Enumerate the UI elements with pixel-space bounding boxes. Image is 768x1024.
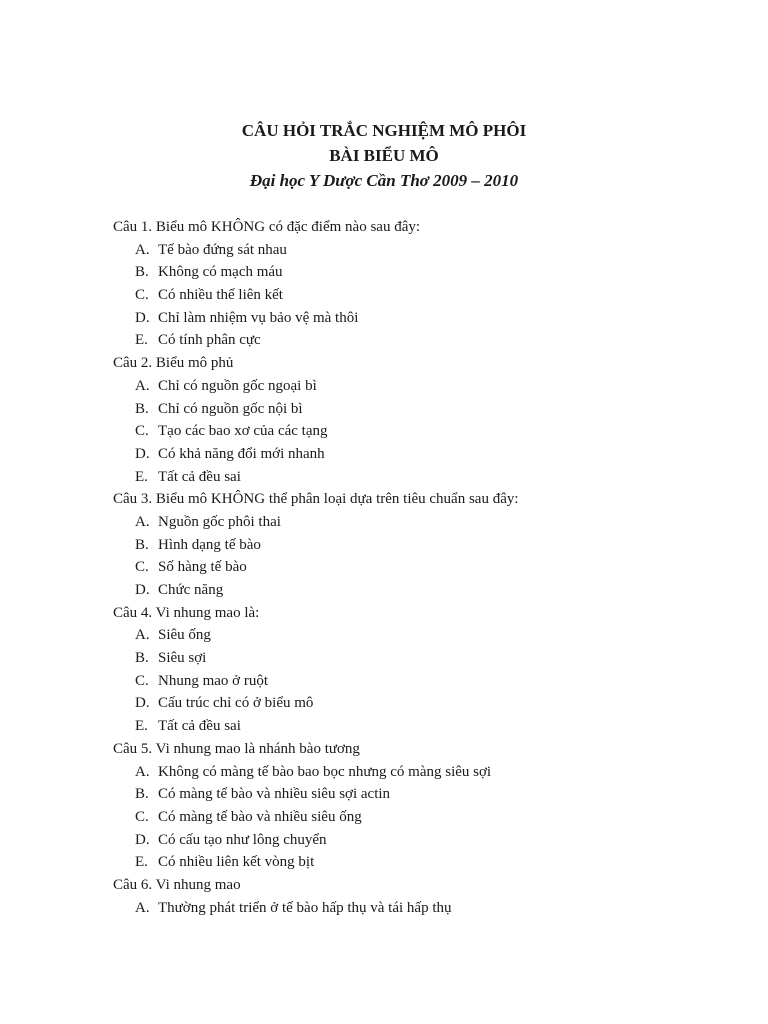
answer-option (113, 239, 733, 262)
answer-option (113, 715, 733, 738)
option-letter: B. (135, 650, 149, 667)
option-letter: E. (135, 718, 148, 735)
answer-options (113, 375, 733, 488)
option-text: Không có mạch máu (158, 264, 283, 281)
option-text: Tế bào đứng sát nhau (158, 241, 287, 258)
school-year: Đại học Y Dược Cần Thơ 2009 – 2010 (249, 171, 519, 190)
answer-options (113, 761, 733, 874)
option-letter: A. (135, 241, 150, 258)
answer-option (113, 466, 733, 489)
question-text: Câu 1. Biểu mô KHÔNG có đặc điểm nào sau đây: (113, 219, 421, 235)
option-text: Tất cả đều sai (158, 718, 241, 735)
option-letter: A. (135, 513, 150, 530)
option-letter: D. (135, 831, 150, 848)
answer-option (113, 398, 733, 421)
option-letter: B. (135, 536, 149, 553)
answer-option (113, 647, 733, 670)
answer-option (113, 783, 733, 806)
answer-option (113, 511, 733, 534)
question-item (113, 874, 733, 919)
answer-option (113, 534, 733, 557)
answer-option (113, 329, 733, 352)
answer-option (113, 829, 733, 852)
answer-options (113, 239, 733, 352)
option-text: Số hàng tế bào (158, 559, 247, 576)
option-text: Siêu sợi (158, 650, 207, 667)
answer-option (113, 761, 733, 784)
option-letter: C. (135, 423, 149, 440)
option-letter: B. (135, 400, 149, 417)
answer-option (113, 261, 733, 284)
answer-option (113, 624, 733, 647)
option-letter: E. (135, 854, 148, 871)
option-text: Nhung mao ở ruột (158, 672, 269, 689)
option-text: Tất cả đều sai (158, 468, 241, 485)
answer-option (113, 556, 733, 579)
answer-option (113, 851, 733, 874)
question-item (113, 602, 733, 738)
option-letter: D. (135, 445, 150, 462)
option-letter: C. (135, 808, 149, 825)
question-item (113, 738, 733, 874)
option-letter: C. (135, 672, 149, 689)
option-letter: A. (135, 377, 150, 394)
option-text: Có màng tế bào và nhiều siêu sợi actin (158, 786, 391, 803)
answer-options (113, 897, 733, 920)
answer-option (113, 806, 733, 829)
question-item (113, 488, 733, 601)
document-subtitle: BÀI BIỂU MÔ (329, 146, 439, 165)
option-text: Có tính phân cực (158, 332, 261, 349)
question-text: Câu 4. Vi nhung mao là: (113, 604, 260, 621)
option-letter: E. (135, 332, 148, 349)
option-text: Không có màng tế bào bao bọc nhưng có màng siêu sợi (158, 763, 492, 780)
document-header (0, 118, 768, 193)
option-text: Tạo các bao xơ của các tạng (158, 423, 328, 440)
option-letter: C. (135, 287, 149, 304)
option-letter: B. (135, 786, 149, 803)
answer-option (113, 443, 733, 466)
option-text: Siêu ống (158, 627, 211, 644)
document-title: CÂU HỎI TRẮC NGHIỆM MÔ PHÔI (241, 121, 527, 140)
question-list (113, 216, 733, 919)
option-text: Chỉ làm nhiệm vụ bảo vệ mà thôi (158, 309, 359, 326)
answer-option (113, 375, 733, 398)
answer-option (113, 692, 733, 715)
answer-option (113, 420, 733, 443)
answer-option (113, 284, 733, 307)
option-letter: A. (135, 627, 150, 644)
option-letter: A. (135, 763, 150, 780)
answer-option (113, 579, 733, 602)
question-item (113, 352, 733, 488)
option-text: Chỉ có nguồn gốc nội bì (158, 400, 303, 417)
answer-option (113, 897, 733, 920)
option-letter: C. (135, 559, 149, 576)
option-letter: A. (135, 899, 150, 916)
option-letter: B. (135, 264, 149, 281)
option-letter: D. (135, 582, 150, 598)
question-text: Câu 6. Vi nhung mao (113, 876, 241, 893)
option-letter: D. (135, 309, 150, 326)
answer-option (113, 670, 733, 693)
question-text: Câu 5. Vi nhung mao là nhánh bào tương (113, 740, 360, 757)
answer-option (113, 307, 733, 330)
option-text: Chức năng (158, 582, 224, 598)
question-item (113, 216, 733, 352)
option-letter: E. (135, 468, 148, 485)
option-text: Hình dạng tế bào (158, 536, 261, 553)
option-text: Chỉ có nguồn gốc ngoại bì (158, 377, 317, 394)
question-text: Câu 2. Biểu mô phủ (113, 355, 234, 372)
option-text: Có nhiều liên kết vòng bịt (158, 854, 315, 871)
option-text: Có khả năng đổi mới nhanh (158, 445, 325, 462)
option-text: Có nhiều thể liên kết (158, 287, 283, 304)
answer-options (113, 511, 733, 602)
option-text: Có màng tế bào và nhiều siêu ống (158, 808, 362, 825)
answer-options (113, 624, 733, 737)
option-text: Nguồn gốc phôi thai (158, 513, 281, 530)
option-text: Thường phát triển ở tế bào hấp thụ và tái hấp thụ (158, 899, 452, 916)
question-text: Câu 3. Biểu mô KHÔNG thể phân loại dựa trên tiêu chuẩn sau đây: (113, 491, 519, 508)
option-text: Có cấu tạo như lông chuyển (158, 831, 327, 848)
option-letter: D. (135, 695, 150, 712)
option-text: Cấu trúc chỉ có ở biểu mô (158, 695, 314, 712)
